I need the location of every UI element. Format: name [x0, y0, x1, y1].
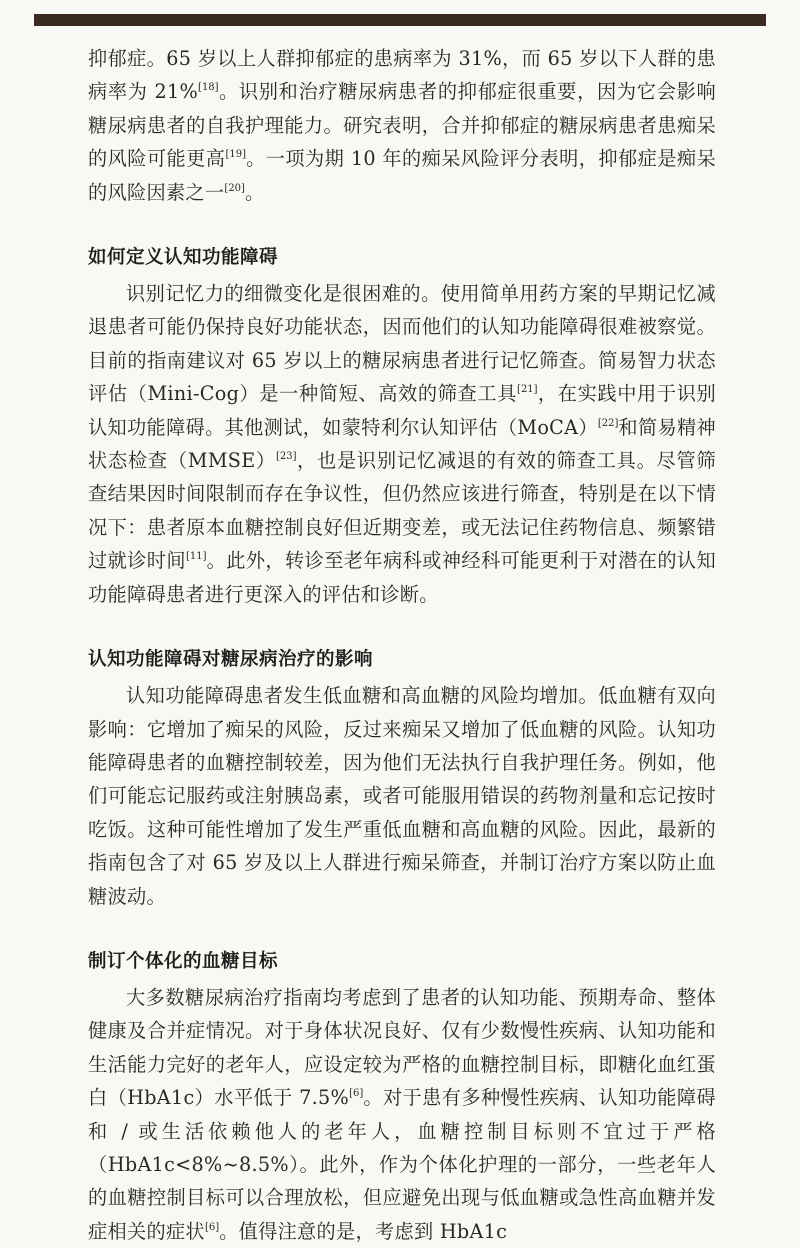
- text-run: ，也是识别记忆减退的有效的筛查工具。尽管筛查结果因时间限制而存在争议性，但仍然应该进行筛查，特别是在以下情况下：患者原本血糖控制良好但近期变差，或无法记住药物信息、频繁错过就诊时间: [88, 449, 716, 573]
- text-run: 识别记忆力的细微变化是很困难的。使用简单用药方案的早期记忆减退患者可能仍保持良好功能状态，因而他们的认知功能障碍很难被察觉。目前的指南建议对 65 岁以上的糖尿病患者进行记忆筛查。简易智力状态评估（Mini-Cog）是一种简短、高效的筛查工具: [88, 282, 716, 406]
- text-run: ，在实践中用于识别认知功能障碍。其他测试，如蒙特利尔认知评估（MoCA）: [88, 382, 717, 439]
- text-run: 。此外，转诊至老年病科或神经科可能更利于对潜在的认知功能障碍患者进行更深入的评估和诊断。: [88, 549, 716, 606]
- section-heading-glucose-targets: 制订个体化的血糖目标: [88, 950, 279, 972]
- page-body: [88, 42, 716, 1248]
- text-run: 抑郁症。65 岁以上人群抑郁症的患病率为 31%，而 65 岁以下人群的患病率为 21%: [88, 47, 716, 104]
- section-heading-impact: 认知功能障碍对糖尿病治疗的影响: [88, 649, 374, 671]
- citation-19: [19]: [225, 149, 246, 161]
- text-run: 。值得注意的是，考虑到 HbA1c: [219, 1219, 508, 1243]
- citation-6: [6]: [349, 1088, 364, 1100]
- text-run: 认知功能障碍患者发生低血糖和高血糖的风险均增加。低血糖有双向影响：它增加了痴呆的风险，反过来痴呆又增加了低血糖的风险。认知功能障碍患者的血糖控制较差，因为他们无法执行自我护理任务。例如，他们可能忘记服药或注射胰岛素，或者可能服用错误的药物剂量和忘记按时吃饭。这种可能性增加了发生严重低血糖和高血糖的风险。因此，最新的指南包含了对 65 岁及以上人群进行痴呆筛查，并制订治疗方案以防止血糖波动。: [88, 684, 716, 908]
- header-rule: [34, 14, 766, 26]
- paragraph-depression: [88, 42, 716, 209]
- text-run: 。对于患有多种慢性疾病、认知功能障碍和 / 或生活依赖他人的老年人，血糖控制目标则不宜过于严格（HbA1c<8%~8.5%）。此外，作为个体化护理的一部分，一些老年人的血糖控制目标可以合理放松，但应避免出现与低血糖或急性高血糖并发症相关的症状: [88, 1086, 716, 1243]
- citation-11: [11]: [185, 551, 207, 563]
- citation-20: [20]: [224, 182, 245, 194]
- citation-21: [21]: [517, 384, 538, 396]
- text-run: 和简易精神状态检查（MMSE）: [88, 415, 716, 473]
- citation-18: [18]: [198, 82, 219, 94]
- paragraph-definition: [88, 277, 716, 611]
- paragraph-impact: [88, 679, 716, 913]
- section-heading-definition: 如何定义认知功能障碍: [88, 247, 279, 269]
- citation-23: [23]: [275, 451, 297, 463]
- text-run: 。识别和治疗糖尿病患者的抑郁症很重要，因为它会影响糖尿病患者的自我护理能力。研究表明，合并抑郁症的糖尿病患者患痴呆的风险可能更高: [88, 80, 716, 171]
- citation-22: [22]: [597, 417, 619, 429]
- text-run: 大多数糖尿病治疗指南均考虑到了患者的认知功能、预期寿命、整体健康及合并症情况。对于身体状况良好、仅有少数慢性疾病、认知功能和生活能力完好的老年人，应设定较为严格的血糖控制目标，即糖化血红蛋白（HbA1c）水平低于 7.5%: [88, 985, 716, 1110]
- text-run: 。一项为期 10 年的痴呆风险评分表明，抑郁症是痴呆的风险因素之一: [88, 147, 716, 204]
- text-run: 。: [244, 180, 265, 204]
- paragraph-glucose-targets: [88, 981, 716, 1248]
- citation-6: [6]: [204, 1221, 220, 1233]
